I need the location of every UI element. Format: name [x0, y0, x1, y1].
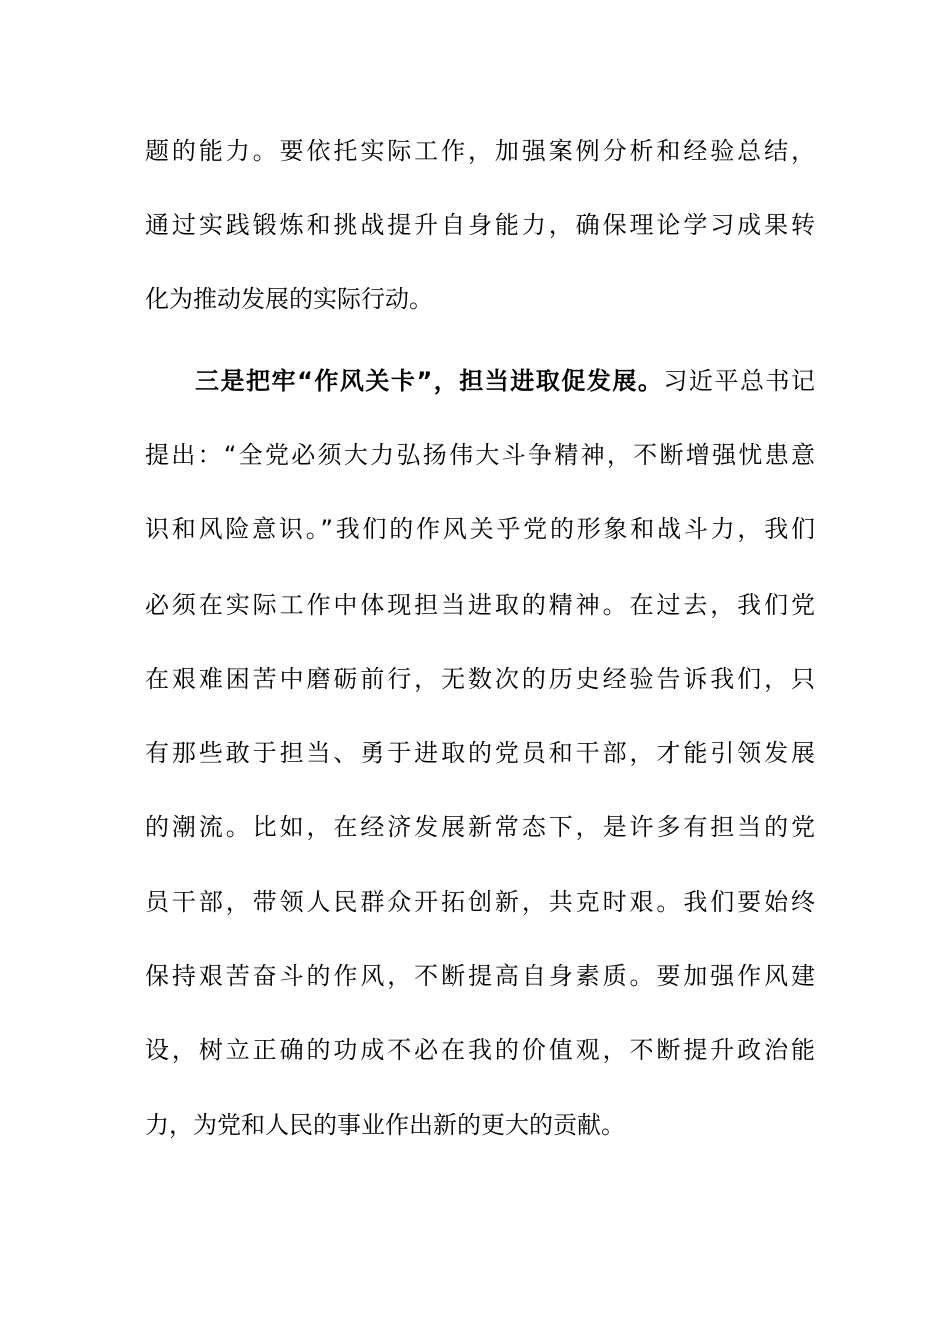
body-text-line: 必须在实际工作中体现担当进取的精神。在过去，我们党 — [145, 591, 815, 619]
body-text-line: 识和风险意识。”我们的作风关乎党的形象和战斗力，我们 — [145, 515, 815, 543]
body-text-line: 化为推动发展的实际行动。 — [145, 285, 433, 313]
body-text-line: 力，为党和人民的事业作出新的更大的贡献。 — [145, 1111, 625, 1139]
body-text-line: 题的能力。要依托实际工作，加强案例分析和经验总结， — [145, 137, 815, 165]
body-text-line: 员干部，带领人民群众开拓创新，共克时艰。我们要始终 — [145, 888, 815, 916]
paragraph-heading-line — [195, 365, 815, 397]
body-text-line: 在艰难困苦中磨砺前行，无数次的历史经验告诉我们，只 — [145, 665, 815, 693]
paragraph-heading: 三是把牢“作风关卡”，担当进取促发展。 — [195, 367, 664, 395]
body-text-line: 的潮流。比如，在经济发展新常态下，是许多有担当的党 — [145, 813, 815, 841]
body-text-line: 提出：“全党必须大力弘扬伟大斗争精神，不断增强忧患意 — [145, 441, 815, 469]
body-text-line: 设，树立正确的功成不必在我的价值观，不断提升政治能 — [145, 1036, 815, 1064]
body-text-line: 通过实践锻炼和挑战提升自身能力，确保理论学习成果转 — [145, 211, 815, 239]
body-text-line: 保持艰苦奋斗的作风，不断提高自身素质。要加强作风建 — [145, 962, 815, 990]
heading-line-rest: 习近平总书记 — [663, 367, 816, 395]
body-text-line: 有那些敢于担当、勇于进取的党员和干部，才能引领发展 — [145, 739, 815, 767]
